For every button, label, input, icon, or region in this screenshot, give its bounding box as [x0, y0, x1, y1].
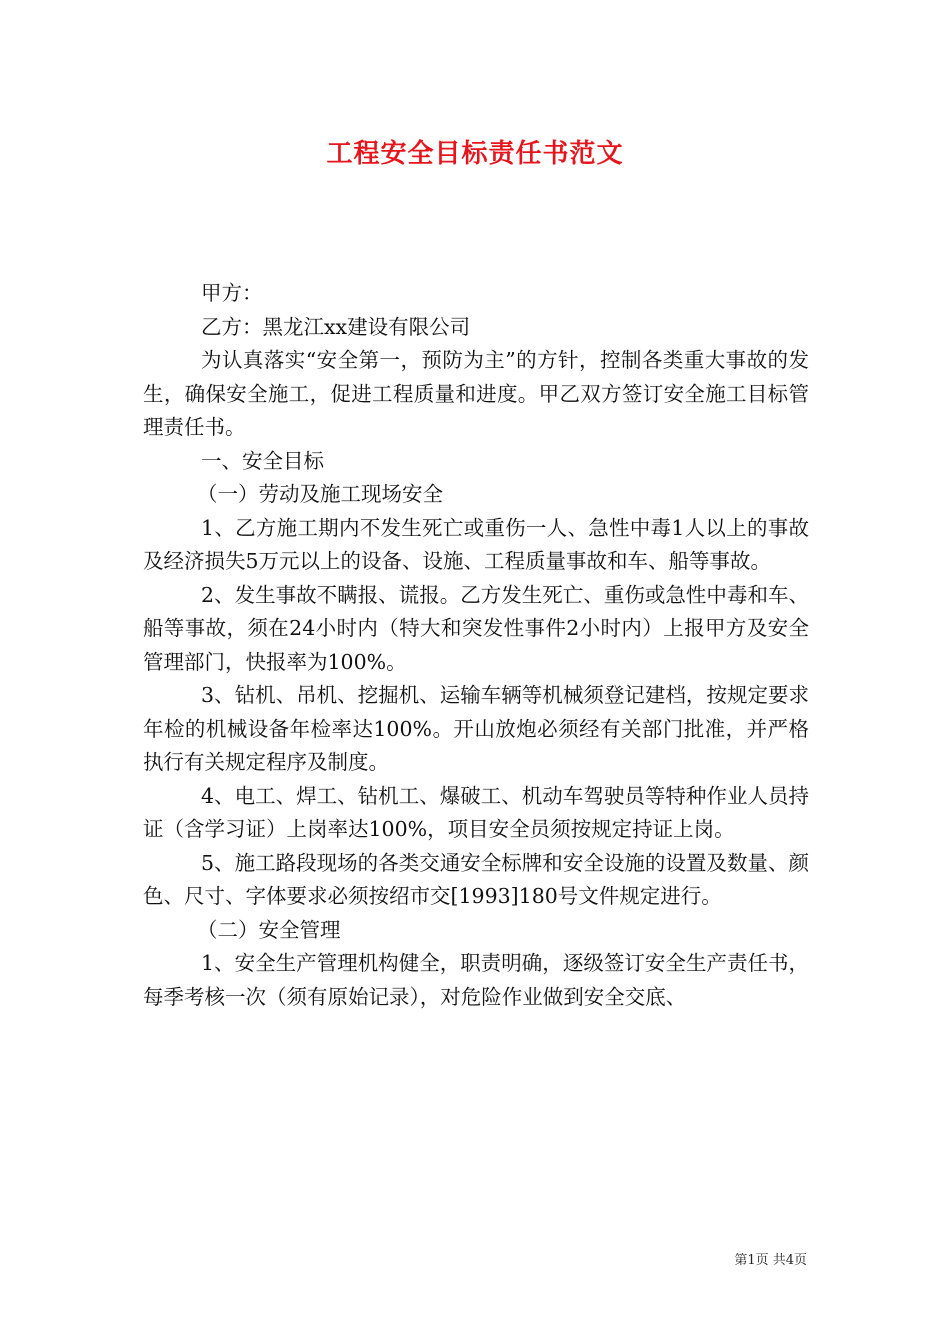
- document-body: [143, 277, 809, 1014]
- subsection-heading-labor-site: （一）劳动及施工现场安全: [197, 482, 443, 506]
- subsection-heading-management: （二）安全管理: [197, 917, 341, 942]
- clause-paragraph: 5、施工路段现场的各类交通安全标牌和安全设施的设置及数量、颜色、尺寸、字体要求必须按绍市交[1993]180号文件规定进行。: [143, 850, 809, 908]
- clause-paragraph: 2、发生事故不瞒报、谎报。乙方发生死亡、重伤或急性中毒和车、船等事故，须在24小时内（特大和突发性事件2小时内）上报甲方及安全管理部门，快报率为100%。: [143, 582, 809, 674]
- clause-paragraph: 3、钻机、吊机、挖掘机、运输车辆等机械须登记建档，按规定要求年检的机械设备年检率达100%。开山放炮必须经有关部门批准，并严格执行有关规定程序及制度。: [143, 683, 809, 774]
- page-footer: 第1页 共4页: [734, 1253, 807, 1268]
- clause-paragraph: 1、乙方施工期内不发生死亡或重伤一人、急性中毒1人以上的事故及经济损失5万元以上的设备、设施、工程质量事故和车、船等事故。: [143, 515, 809, 573]
- clause-paragraph: 4、电工、焊工、钻机工、爆破工、机动车驾驶员等特种作业人员持证（含学习证）上岗率达100%，项目安全员须按规定持证上岗。: [143, 783, 809, 841]
- intro-paragraph: 为认真落实“安全第一，预防为主”的方针，控制各类重大事故的发生，确保安全施工，促进工程质量和进度。甲乙双方签订安全施工目标管理责任书。: [143, 348, 809, 439]
- party-a-line: 甲方：: [201, 281, 263, 305]
- section-heading-safety-goals: 一、安全目标: [201, 448, 324, 473]
- party-b-line: 乙方：黑龙江xx建设有限公司: [201, 314, 471, 339]
- clause-paragraph: 1、安全生产管理机构健全，职责明确，逐级签订安全生产责任书，每季考核一次（须有原始记录），对危险作业做到安全交底、: [143, 951, 809, 1009]
- document-title: 工程安全目标责任书范文: [326, 139, 624, 169]
